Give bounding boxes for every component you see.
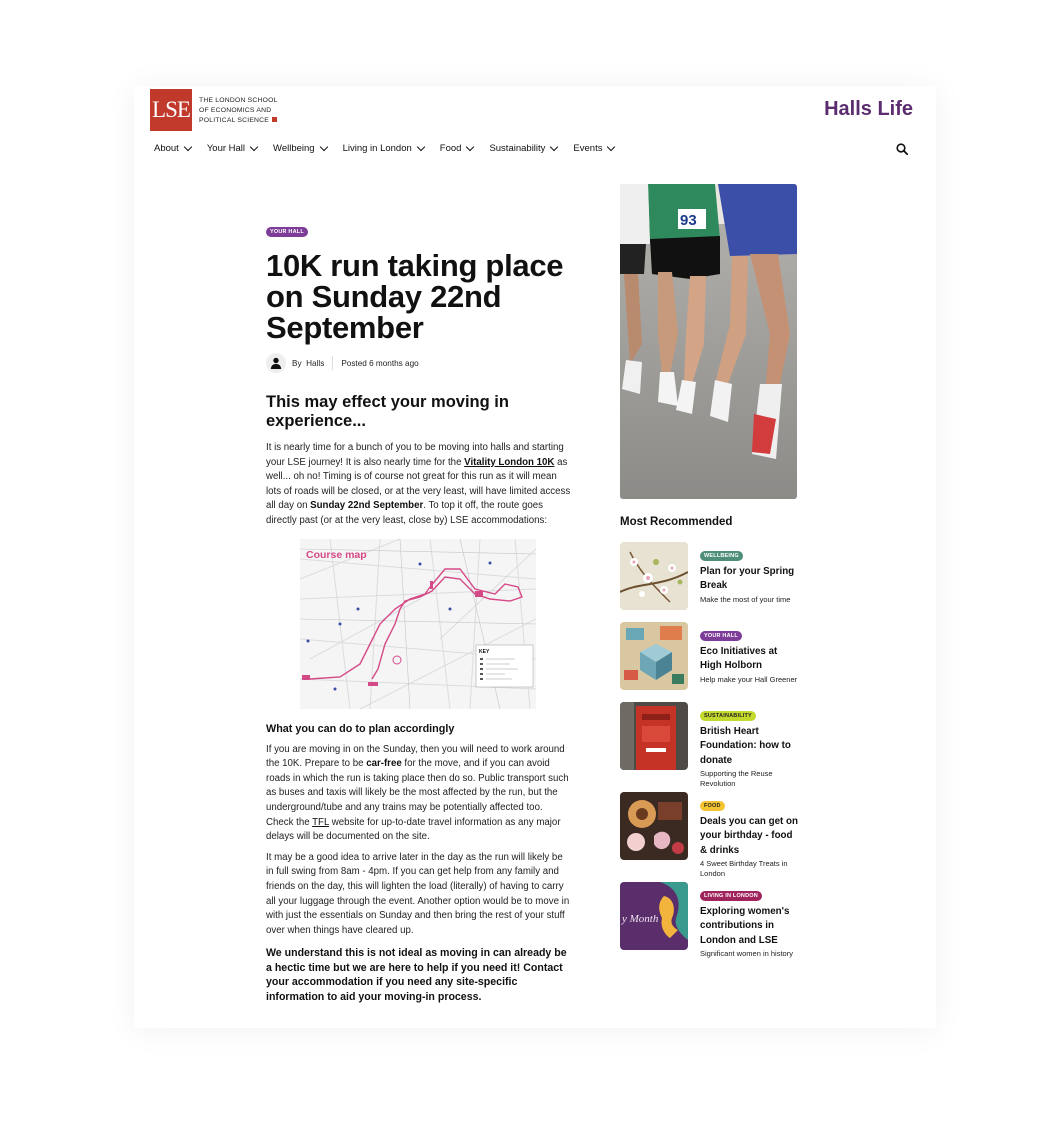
nav-label: Living in London [342,143,412,154]
recommended-title[interactable]: Plan for your Spring Break [700,566,795,592]
author-name[interactable]: Halls [306,358,325,368]
logo-line-1: THE LONDON SCHOOL [199,97,278,104]
thumbnail-bhf-bin[interactable] [620,702,688,770]
byline [266,353,572,373]
article-title: 10K run taking place on Sunday 22nd September [266,248,564,345]
nav-events[interactable] [573,143,614,154]
category-badge[interactable]: FOOD [700,801,725,811]
text: for the move, and if you can avoid roads in which the run is taking place then do so. Public transport such as buses and taxis will likely be the most affected by the run, but the underground/tube and any trains may be potentially affected too. Check the [266,758,569,828]
vitality-link[interactable]: Vitality London 10K [464,456,555,468]
recommended-title[interactable]: Exploring women's contributions in London and LSE [700,906,790,946]
recommended-text [700,884,800,959]
map-title: Course map [306,548,367,561]
nav-living-in-london[interactable] [343,143,424,154]
logo-line-2: OF ECONOMICS AND [199,107,272,114]
paragraph-closing: We understand this is not ideal as moving in can already be a hectic time but we are here to help if you need it! Contact your accommodation if you need any site-specific information to aid your moving-in process. [266,947,567,1004]
race-bib: 93 [680,212,697,229]
recommended-title[interactable]: Eco Initiatives at High Holborn [700,646,778,672]
main-nav [154,143,630,154]
text: as well... oh no! Timing is of course not great for this run as it will mean lots of roads will be closed, or at the very least, will have limited access all day on [266,456,571,512]
nav-label: Events [573,143,603,154]
treats-photo [620,792,688,860]
chevron-down-icon [466,143,474,151]
category-badge[interactable]: WELLBEING [700,551,743,561]
most-recommended-heading: Most Recommended [620,516,733,528]
nav-wellbeing[interactable] [273,143,327,154]
paragraph-plan [266,743,572,845]
nav-label: About [154,143,179,154]
category-badge[interactable]: SUSTAINABILITY [700,711,756,721]
article-subtitle: This may effect your moving in experience... [266,393,509,430]
recommended-subtitle: 4 Sweet Birthday Treats in London [700,858,788,878]
nav-food[interactable] [440,143,474,154]
blossom-photo [620,542,688,610]
posted-date: Posted 6 months ago [341,358,419,368]
nav-label: Food [439,143,462,154]
thumbnail-eco[interactable] [620,622,688,690]
lse-logo[interactable]: LSE [150,89,192,131]
eco-illustration [620,622,688,690]
category-badge[interactable]: YOUR HALL [700,631,742,641]
recommended-subtitle: Significant women in history [700,948,793,958]
donation-bin-photo [620,702,688,770]
chevron-down-icon [250,143,258,151]
site-title[interactable]: Halls Life [824,98,913,120]
nav-your-hall[interactable] [207,143,257,154]
logo-wordmark[interactable] [199,96,278,126]
recommended-subtitle: Supporting the Reuse Revolution [700,768,773,788]
course-map-image [300,539,536,709]
text: It is nearly time for a bunch of you to be moving into halls and starting your LSE journey! It is also nearly time for the [266,442,564,468]
search-icon[interactable] [896,143,908,155]
hero-image-runners [620,184,797,499]
user-icon [270,357,282,369]
nav-about[interactable] [154,143,191,154]
tfl-link[interactable]: TFL [312,816,330,828]
thumbnail-treats[interactable] [620,792,688,860]
divider [332,356,333,370]
logo-line-3: POLITICAL SCIENCE [199,116,278,126]
page-card [134,86,936,1028]
recommended-title[interactable]: British Heart Foundation: how to donate [700,726,791,766]
recommended-text [700,794,800,879]
womens-history-illustration [620,882,688,950]
nav-label: Sustainability [489,143,546,154]
recommended-text [700,704,800,789]
nav-label: Your Hall [206,143,246,154]
chevron-down-icon [319,143,327,151]
article [266,220,572,1005]
runners-photo [620,184,797,499]
by-label: By [292,358,302,368]
text: . To top it off, the route goes directly past (or at the very least, close by) LSE accommodations: [266,500,548,526]
date-highlight: Sunday 22nd September [310,500,424,512]
avatar [266,353,286,373]
recommended-subtitle: Help make your Hall Greener [700,674,798,684]
thumbnail-blossoms[interactable] [620,542,688,610]
chevron-down-icon [550,143,558,151]
recommended-title[interactable]: Deals you can get on your birthday - food & drinks [700,816,798,856]
chevron-down-icon [607,143,615,151]
chevron-down-icon [184,143,192,151]
map-key: KEY [479,648,490,655]
nav-sustainability[interactable] [489,143,557,154]
paragraph-intro [266,441,572,529]
section-heading: What you can do to plan accordingly [266,722,455,735]
thumbnail-womens-history[interactable] [620,882,688,950]
category-badge[interactable]: YOUR HALL [266,227,308,237]
recommended-text [700,544,800,605]
category-badge[interactable]: LIVING IN LONDON [700,891,762,901]
paragraph-timing: It may be a good idea to arrive later in the day as the run will likely be in full swing from 8am - 4pm. If you can get help from any family and friends on the day, this will lighten the load (literally) of having to carry all your luggage through the event. Another option would be to move in with just the essentials on Sunday and then bring the rest of your stuff over when things have cleared up. [266,851,570,936]
text: website for up-to-date travel information as any major delays will be documented on the site. [266,816,561,843]
nav-label: Wellbeing [273,143,315,154]
thumbnail-caption: y Month [622,913,659,925]
recommended-text [700,624,800,685]
car-free-highlight: car-free [366,758,402,770]
course-map-graphic [300,539,536,709]
chevron-down-icon [417,143,425,151]
recommended-subtitle: Make the most of your time [700,594,791,604]
text: If you are moving in on the Sunday, then you will need to work around the 10K. Prepare to be [266,743,565,770]
